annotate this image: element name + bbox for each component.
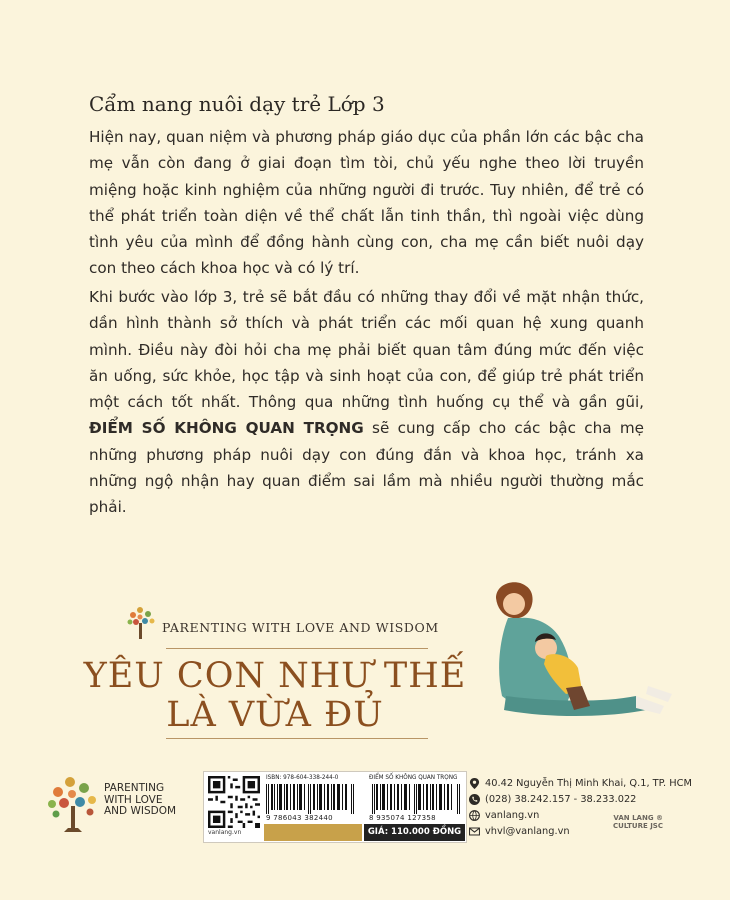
- tree-icon: [124, 603, 158, 641]
- logo-text: [104, 783, 176, 818]
- paragraph-description-start: Khi bước vào lớp 3, trẻ sẽ bắt đầu có những thay đổi về mặt nhận thức, dần hình thành sở thích và phát triển các mối quan hệ xung quanh mình. Điều này đòi hỏi cha mẹ phải biết quan tâm đúng mức đến việc ăn uống, sức khỏe, học tập và sinh hoạt của con, để giúp trẻ phát triển một cách tốt nhất. Thông qua những tình huống cụ thể và gần gũi,: [89, 288, 644, 412]
- logo-text-line2: WITH LOVE: [104, 793, 163, 806]
- phone-icon: [469, 794, 480, 805]
- barcode-product: [372, 784, 460, 814]
- barcode-isbn: [266, 784, 354, 814]
- publisher-tree-logo: [44, 772, 102, 836]
- location-pin-icon: [469, 778, 480, 789]
- contact-phone-text: (028) 38.242.157 - 38.233.022: [485, 794, 637, 805]
- van-lang-logo-line2: CULTURE JSC: [613, 821, 663, 830]
- title-rule-top: [166, 648, 428, 649]
- contact-email-text: vhvl@vanlang.vn: [485, 826, 570, 837]
- contact-phone: [469, 794, 636, 805]
- book-title-line1: YÊU CON NHƯ THẾ: [83, 656, 467, 696]
- barcode-number-isbn: 9 786043 382440: [266, 814, 333, 822]
- mail-icon: [469, 826, 480, 837]
- globe-icon: [469, 810, 480, 821]
- series-label: [124, 603, 439, 641]
- barcode-panel: [203, 771, 467, 843]
- contact-address-text: 40.42 Nguyễn Thị Minh Khai, Q.1, TP. HCM: [485, 778, 692, 789]
- logo-text-line3: AND WISDOM: [104, 805, 177, 817]
- series-title: PARENTING WITH LOVE AND WISDOM: [162, 619, 439, 635]
- price-accent-bar: [264, 824, 362, 841]
- paragraph-description-end: sẽ cung cấp cho các bậc cha mẹ những phương pháp nuôi dạy con đúng đắn và khoa học, tránh xa những ngộ nhận hay quan điểm sai lầm mà nhiều người thường mắc phải.: [89, 419, 644, 517]
- qr-caption: vanlang.vn: [208, 829, 242, 836]
- book-title-bold: ĐIỂM SỐ KHÔNG QUAN TRỌNG: [89, 419, 364, 438]
- contact-website[interactable]: [469, 810, 539, 821]
- isbn-label: ISBN: 978-604-338-244-0: [266, 775, 339, 781]
- contact-email[interactable]: [469, 826, 570, 837]
- title-rule-bottom: [166, 738, 428, 739]
- logo-text-line1: PARENTING: [104, 782, 165, 794]
- qr-code: [208, 776, 260, 828]
- paragraph-description: [89, 284, 644, 521]
- van-lang-logo-line1: VAN LANG ®: [613, 814, 663, 822]
- book-title-line2: LÀ VỪA ĐỦ: [166, 695, 384, 735]
- price-label: GIÁ: 110.000 ĐỒNG: [364, 824, 465, 841]
- heading: Cẩm nang nuôi dạy trẻ Lớp 3: [89, 92, 385, 116]
- van-lang-logo: [595, 815, 663, 830]
- barcode-number-product: 8 935074 127358: [369, 814, 436, 822]
- publisher-contact: [469, 776, 692, 846]
- contact-address: [469, 778, 692, 789]
- paragraph-intro: Hiện nay, quan niệm và phương pháp giáo dục của phần lớn các bậc cha mẹ vẫn còn đang ở giai đoạn tìm tòi, chủ yếu nghe theo lời truyền miệng hoặc kinh nghiệm của những người đi trước. Tuy nhiên, để trẻ có thể phát triển toàn diện về thể chất lẫn tinh thần, thì ngoài việc dùng tình yêu của mình để đồng hành cùng con, cha mẹ cần biết nuôi dạy con theo cách khoa học và có lý trí.: [89, 128, 644, 278]
- contact-website-text: vanlang.vn: [485, 810, 540, 821]
- mother-child-illustration: [486, 578, 676, 728]
- book-label: ĐIỂM SỐ KHÔNG QUAN TRỌNG: [369, 775, 458, 781]
